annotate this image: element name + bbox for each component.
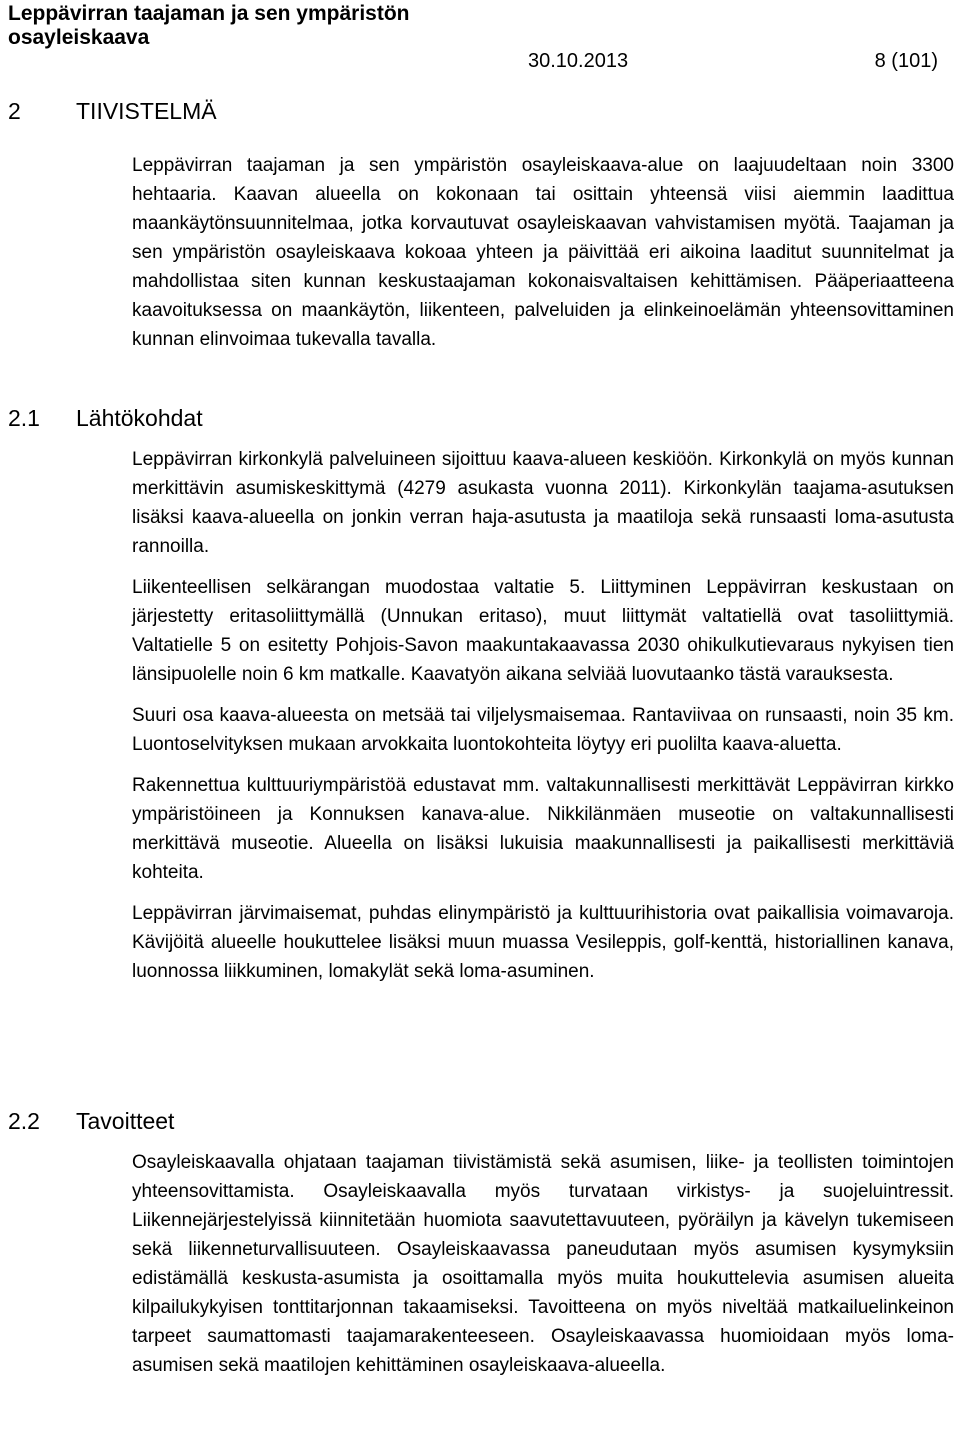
paragraph: Leppävirran taajaman ja sen ympäristön osayleiskaava-alue on laajuudeltaan noin 3300 hehtaaria. Kaavan alueella on kokonaan tai osittain yhteensä viisi aiemmin laadittua maankäytönsuunnitelmaa, jotka korvautuvat osayleiskaavan vahvistamisen myötä. Taajaman ja sen ympäristön osayleiskaava kokoaa yhteen ja päivittää eri aikoina laaditut suunnitelmat ja mahdollistaa siten kunnan keskustaajaman kokonaisvaltaisen kehittämisen. Pääperiaatteena kaavoituksessa on maankäytön, liikenteen, palveluiden ja elinkeinoelämän yhteensovittaminen kunnan elinvoimaa tukevalla tavalla.	[132, 155, 954, 350]
section-number: 2.2	[8, 1108, 40, 1134]
section-title: TIIVISTELMÄ	[76, 98, 217, 124]
page-number: 8 (101)	[874, 50, 938, 72]
section-number: 2.1	[8, 405, 40, 431]
paragraph: Leppävirran järvimaisemat, puhdas elinympäristö ja kulttuurihistoria ovat paikallisia voimavaroja. Kävijöitä alueelle houkuttelee lisäksi muun muassa Vesileppis, golf-kenttä, historiallinen kanava, luonnossa liikkuminen, lomakylät sekä loma-asuminen.	[132, 903, 954, 982]
section-title: Lähtökohdat	[76, 405, 203, 431]
paragraph: Osayleiskaavalla ohjataan taajaman tiivistämistä sekä asumisen, liike- ja teollisten toimintojen yhteensovittamista. Osayleiskaavalla myös turvataan virkistys- ja suojeluintressit. Liikennejärjestelyissä kiinnitetään huomiota saavutettavuuteen, pyöräilyn ja kävelyn tukemiseen sekä liikenneturvallisuuteen. Osayleiskaavassa paneudutaan myös asumisen kysymyksiin edistämällä keskusta-asumista ja osoittamalla myös muita houkuttelevia asumisen alueita kilpailukykyisen tonttitarjonnan takaamiseksi. Tavoitteena on myös niveltää matkailuelinkeinon tarpeet saumattomasti taajamarakenteeseen. Osayleiskaavassa huomioidaan myös loma-asumisen sekä maatilojen kehittäminen osayleiskaava-alueella.	[132, 1152, 954, 1376]
section-number: 2	[8, 98, 21, 124]
document-date: 30.10.2013	[528, 50, 629, 72]
goals-body	[132, 1148, 954, 1392]
section-title: Tavoitteet	[76, 1108, 175, 1134]
paragraph: Leppävirran kirkonkylä palveluineen sijoittuu kaava-alueen keskiöön. Kirkonkylä on myös kunnan merkittävin asumiskeskittymä (4279 asukasta vuonna 2011). Kirkonkylän taajama-asutuksen lisäksi kaava-alueella on jonkin verran haja-asutusta ja maatiloja sekä runsaasti loma-asutusta rannoilla.	[132, 449, 954, 557]
page-header	[8, 0, 952, 80]
summary-body	[132, 151, 954, 366]
starting-points-body	[132, 445, 954, 998]
section-heading-tiivistelma	[8, 97, 217, 125]
document-title: Leppävirran taajaman ja sen ympäristön osayleiskaava	[8, 2, 410, 49]
section-heading-tavoitteet	[8, 1107, 174, 1135]
paragraph: Liikenteellisen selkärangan muodostaa valtatie 5. Liittyminen Leppävirran keskustaan on järjestetty eritasoliittymällä (Unnukan eritaso), muut liittymät valtatiellä ovat tasoliittymiä. Valtatielle 5 on esitetty Pohjois-Savon maakuntakaavassa 2030 ohikulkutievaraus nykyisen tien länsipuolelle noin 6 km matkalle. Kaavatyön aikana selviää luovutaanko tästä varauksesta.	[132, 577, 954, 685]
paragraph: Suuri osa kaava-alueesta on metsää tai viljelysmaisemaa. Rantaviivaa on runsaasti, noin 35 km. Luontoselvityksen mukaan arvokkaita luontokohteita löytyy eri puolilta kaava-aluetta.	[132, 705, 954, 755]
paragraph: Rakennettua kulttuuriympäristöä edustavat mm. valtakunnallisesti merkittävät Leppävirran kirkko ympäristöineen ja Konnuksen kanava-alue. Nikkilänmäen museotie on valtakunnallisesti merkittävä museotie. Alueella on lisäksi lukuisia maakunnallisesti ja paikallisesti merkittäviä kohteita.	[132, 775, 954, 883]
section-heading-lahtokohdat	[8, 404, 203, 432]
